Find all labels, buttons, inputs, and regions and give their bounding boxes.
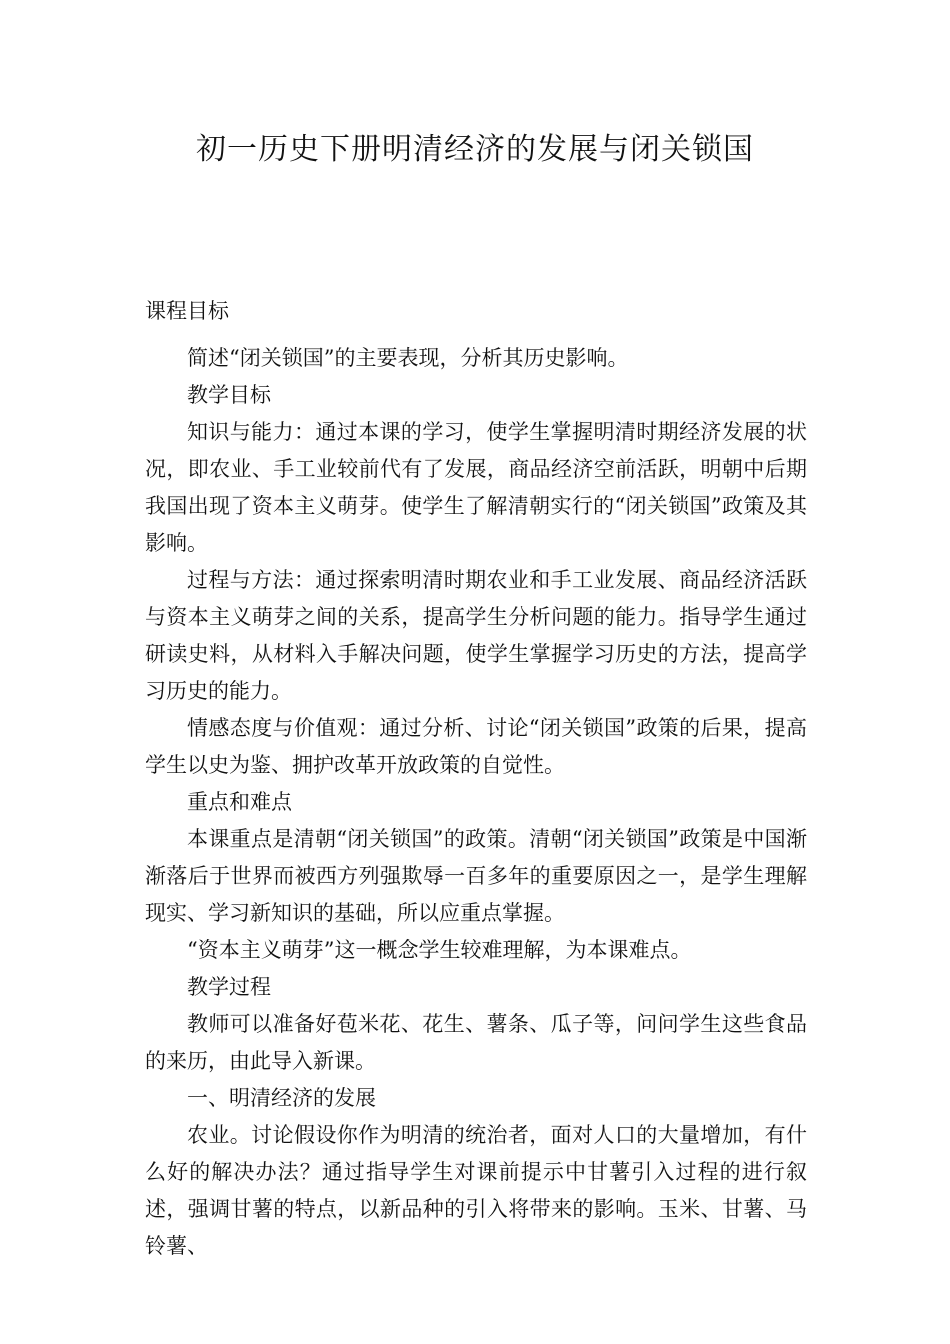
section-label-course-goals: 课程目标 (145, 299, 229, 323)
heading-key-points: 重点和难点 (187, 790, 292, 814)
heading-teaching-goals: 教学目标 (187, 383, 271, 407)
paragraph-summary: 简述“闭关锁国”的主要表现，分析其历史影响。 (187, 346, 629, 370)
paragraph-emotion-values: 情感态度与价值观：通过分析、讨论“闭关锁国”政策的后果，提高学生以史为鉴、拥护改革开放政策的自觉性。 (145, 716, 807, 777)
paragraph-difficulty: “资本主义萌芽”这一概念学生较难理解，为本课难点。 (187, 938, 692, 962)
paragraph-agriculture: 农业。讨论假设你作为明清的统治者，面对人口的大量增加，有什么好的解决办法？通过指导学生对课前提示中甘薯引入过程的进行叙述，强调甘薯的特点，以新品种的引入将带来的影响。玉米、甘薯、马铃薯、 (145, 1123, 807, 1258)
paragraph-introduction: 教师可以准备好苞米花、花生、薯条、瓜子等，问问学生这些食品的来历，由此导入新课。 (145, 1012, 807, 1073)
document-title: 初一历史下册明清经济的发展与闭关锁国 (196, 132, 754, 167)
heading-teaching-process: 教学过程 (187, 975, 271, 999)
paragraph-knowledge-ability: 知识与能力：通过本课的学习，使学生掌握明清时期经济发展的状况，即农业、手工业较前代有了发展，商品经济空前活跃，明朝中后期我国出现了资本主义萌芽。使学生了解清朝实行的“闭关锁国”政策及其影响。 (145, 420, 807, 555)
paragraph-process-method: 过程与方法：通过探索明清时期农业和手工业发展、商品经济活跃与资本主义萌芽之间的关系，提高学生分析问题的能力。指导学生通过研读史料，从材料入手解决问题，使学生掌握学习历史的方法，提高学习历史的能力。 (145, 568, 807, 703)
document-body (145, 340, 807, 1265)
heading-economy-development: 一、明清经济的发展 (187, 1086, 376, 1110)
paragraph-key-point: 本课重点是清朝“闭关锁国”的政策。清朝“闭关锁国”政策是中国渐渐落后于世界而被西方列强欺辱一百多年的重要原因之一，是学生理解现实、学习新知识的基础，所以应重点掌握。 (145, 827, 807, 925)
